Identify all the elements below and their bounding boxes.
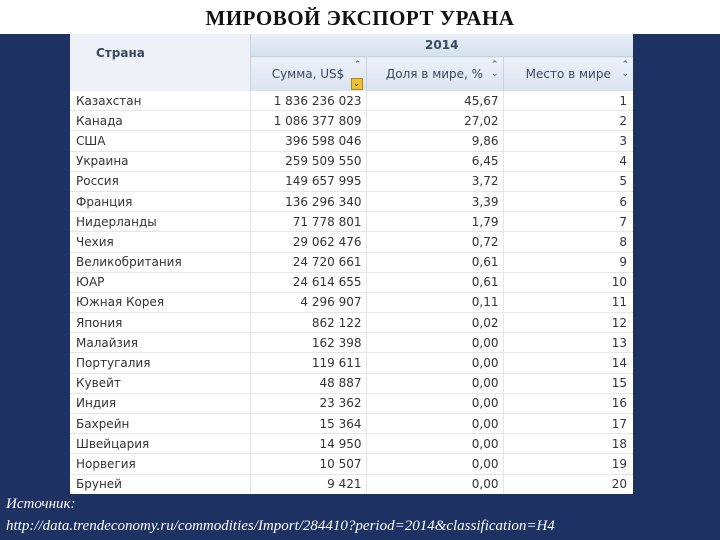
chevron-up-down-icon[interactable]: ⌃ ⌄ xyxy=(490,60,499,79)
cell-sum: 24 720 661 xyxy=(250,252,366,272)
cell-sum: 23 362 xyxy=(250,393,366,413)
export-table-container xyxy=(70,34,633,494)
cell-sum: 862 122 xyxy=(250,313,366,333)
cell-sum: 1 086 377 809 xyxy=(250,111,366,131)
page-title: МИРОВОЙ ЭКСПОРТ УРАНА xyxy=(205,6,515,30)
cell-sum: 10 507 xyxy=(250,454,366,474)
table-row[interactable] xyxy=(70,131,633,151)
cell-rank: 18 xyxy=(503,434,633,454)
cell-country: Бахрейн xyxy=(70,414,250,434)
cell-country: Канада xyxy=(70,111,250,131)
table-row[interactable] xyxy=(70,353,633,373)
source-note xyxy=(6,493,706,537)
cell-share: 0,61 xyxy=(366,272,503,292)
cell-sum: 71 778 801 xyxy=(250,212,366,232)
cell-rank: 2 xyxy=(503,111,633,131)
cell-share: 0,00 xyxy=(366,474,503,494)
cell-country: Швейцария xyxy=(70,434,250,454)
country-column-header[interactable]: Страна xyxy=(70,34,250,91)
cell-sum: 24 614 655 xyxy=(250,272,366,292)
cell-rank: 13 xyxy=(503,333,633,353)
cell-rank: 6 xyxy=(503,191,633,211)
cell-country: Украина xyxy=(70,151,250,171)
column-header-label: Доля в мире, % xyxy=(385,67,484,81)
cell-share: 45,67 xyxy=(366,91,503,111)
table-row[interactable] xyxy=(70,91,633,111)
cell-share: 1,79 xyxy=(366,212,503,232)
table-row[interactable] xyxy=(70,151,633,171)
cell-share: 3,39 xyxy=(366,191,503,211)
table-row[interactable] xyxy=(70,434,633,454)
cell-country: Малайзия xyxy=(70,333,250,353)
cell-sum: 119 611 xyxy=(250,353,366,373)
cell-rank: 20 xyxy=(503,474,633,494)
cell-country: Казахстан xyxy=(70,91,250,111)
cell-rank: 8 xyxy=(503,232,633,252)
cell-share: 27,02 xyxy=(366,111,503,131)
column-header-label: Место в мире xyxy=(525,67,611,81)
cell-country: Бруней xyxy=(70,474,250,494)
column-header-label: Сумма, US$ xyxy=(271,67,345,81)
cell-share: 0,00 xyxy=(366,414,503,434)
cell-country: Япония xyxy=(70,313,250,333)
table-row[interactable] xyxy=(70,232,633,252)
table-row[interactable] xyxy=(70,393,633,413)
table-body xyxy=(70,91,633,494)
cell-country: Нидерланды xyxy=(70,212,250,232)
table-row[interactable] xyxy=(70,111,633,131)
chevron-down-icon[interactable]: ⌄ xyxy=(351,78,363,90)
column-header-rank[interactable] xyxy=(503,57,633,92)
cell-rank: 15 xyxy=(503,373,633,393)
cell-country: США xyxy=(70,131,250,151)
source-label: Источник: xyxy=(6,496,76,512)
cell-country: Южная Корея xyxy=(70,292,250,312)
cell-rank: 5 xyxy=(503,171,633,191)
cell-sum: 4 296 907 xyxy=(250,292,366,312)
cell-country: Португалия xyxy=(70,353,250,373)
table-row[interactable] xyxy=(70,252,633,272)
table-row[interactable] xyxy=(70,333,633,353)
cell-share: 0,00 xyxy=(366,373,503,393)
table-row[interactable] xyxy=(70,414,633,434)
cell-share: 0,11 xyxy=(366,292,503,312)
cell-sum: 396 598 046 xyxy=(250,131,366,151)
cell-share: 0,00 xyxy=(366,333,503,353)
cell-sum: 15 364 xyxy=(250,414,366,434)
cell-rank: 19 xyxy=(503,454,633,474)
cell-rank: 1 xyxy=(503,91,633,111)
table-row[interactable] xyxy=(70,313,633,333)
cell-rank: 16 xyxy=(503,393,633,413)
export-table xyxy=(70,34,633,494)
cell-share: 6,45 xyxy=(366,151,503,171)
source-url[interactable]: http://data.trendeconomy.ru/commodities/Import/284410?period=2014&classification=H4 xyxy=(6,518,555,534)
cell-country: Россия xyxy=(70,171,250,191)
cell-rank: 9 xyxy=(503,252,633,272)
cell-share: 0,00 xyxy=(366,454,503,474)
cell-country: Индия xyxy=(70,393,250,413)
cell-share: 3,72 xyxy=(366,171,503,191)
cell-sum: 48 887 xyxy=(250,373,366,393)
cell-share: 0,02 xyxy=(366,313,503,333)
cell-share: 0,61 xyxy=(366,252,503,272)
table-row[interactable] xyxy=(70,212,633,232)
cell-sum: 259 509 550 xyxy=(250,151,366,171)
table-row[interactable] xyxy=(70,292,633,312)
column-header-share[interactable] xyxy=(366,57,503,92)
cell-country: Кувейт xyxy=(70,373,250,393)
cell-rank: 17 xyxy=(503,414,633,434)
cell-rank: 4 xyxy=(503,151,633,171)
cell-country: Норвегия xyxy=(70,454,250,474)
column-header-sum[interactable] xyxy=(250,57,366,92)
cell-rank: 10 xyxy=(503,272,633,292)
cell-share: 0,00 xyxy=(366,353,503,373)
cell-sum: 162 398 xyxy=(250,333,366,353)
cell-share: 0,72 xyxy=(366,232,503,252)
cell-country: ЮАР xyxy=(70,272,250,292)
table-row[interactable] xyxy=(70,373,633,393)
year-header: 2014 xyxy=(250,34,633,57)
table-row[interactable] xyxy=(70,454,633,474)
cell-sum: 14 950 xyxy=(250,434,366,454)
chevron-up-icon[interactable]: ⌃ xyxy=(353,60,362,70)
cell-rank: 11 xyxy=(503,292,633,312)
cell-country: Чехия xyxy=(70,232,250,252)
cell-sum: 1 836 236 023 xyxy=(250,91,366,111)
cell-country: Франция xyxy=(70,191,250,211)
cell-sum: 29 062 476 xyxy=(250,232,366,252)
title-bar xyxy=(0,0,720,36)
cell-share: 0,00 xyxy=(366,434,503,454)
header-row-year xyxy=(70,34,633,57)
cell-rank: 14 xyxy=(503,353,633,373)
cell-rank: 3 xyxy=(503,131,633,151)
cell-sum: 149 657 995 xyxy=(250,171,366,191)
cell-sum: 136 296 340 xyxy=(250,191,366,211)
table-row[interactable] xyxy=(70,191,633,211)
cell-sum: 9 421 xyxy=(250,474,366,494)
cell-rank: 12 xyxy=(503,313,633,333)
cell-country: Великобритания xyxy=(70,252,250,272)
chevron-up-down-icon[interactable]: ⌃ ⌄ xyxy=(621,60,629,79)
table-row[interactable] xyxy=(70,474,633,494)
cell-rank: 7 xyxy=(503,212,633,232)
cell-share: 0,00 xyxy=(366,393,503,413)
cell-share: 9,86 xyxy=(366,131,503,151)
table-row[interactable] xyxy=(70,272,633,292)
table-row[interactable] xyxy=(70,171,633,191)
